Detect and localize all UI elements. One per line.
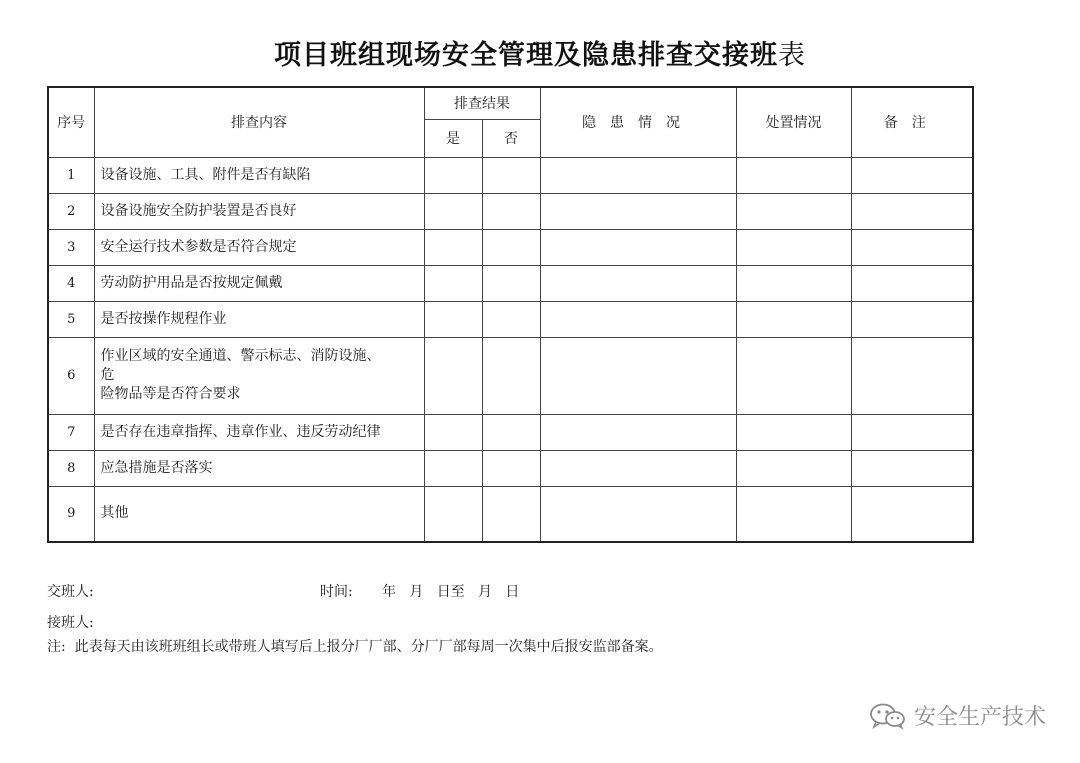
page-title bbox=[0, 33, 1080, 72]
table-row bbox=[48, 414, 973, 450]
no-cell[interactable] bbox=[482, 301, 540, 337]
yes-cell[interactable] bbox=[424, 414, 482, 450]
row-number: 3 bbox=[48, 229, 94, 265]
row-number: 1 bbox=[48, 157, 94, 193]
footnote: 注: 此表每天由该班班组长或带班人填写后上报分厂厂部、分厂厂部每周一次集中后报安监部备案。 bbox=[47, 639, 663, 655]
hazard-cell[interactable] bbox=[540, 157, 736, 193]
remark-cell[interactable] bbox=[851, 337, 973, 414]
receiver-label: 接班人: bbox=[47, 615, 94, 631]
table-row bbox=[48, 157, 973, 193]
table-row bbox=[48, 193, 973, 229]
row-content: 其他 bbox=[94, 486, 424, 542]
header-yes: 是 bbox=[424, 119, 482, 157]
yes-cell[interactable] bbox=[424, 229, 482, 265]
row-content-line: 险物品等是否符合要求 bbox=[100, 386, 241, 402]
row-content bbox=[94, 337, 424, 414]
row-content: 设备设施安全防护装置是否良好 bbox=[94, 193, 424, 229]
row-content: 应急措施是否落实 bbox=[94, 450, 424, 486]
disposal-cell[interactable] bbox=[736, 337, 851, 414]
disposal-cell[interactable] bbox=[736, 157, 851, 193]
row-content: 是否按操作规程作业 bbox=[94, 301, 424, 337]
yes-cell[interactable] bbox=[424, 486, 482, 542]
header-hazard: 隐患情况 bbox=[540, 87, 736, 157]
row-content: 设备设施、工具、附件是否有缺陷 bbox=[94, 157, 424, 193]
row-content-line: 危 bbox=[100, 367, 115, 383]
header-row bbox=[48, 87, 973, 119]
no-cell[interactable] bbox=[482, 414, 540, 450]
header-seq: 序号 bbox=[48, 87, 94, 157]
disposal-cell[interactable] bbox=[736, 193, 851, 229]
time-label: 时间: bbox=[320, 584, 353, 600]
table-row bbox=[48, 337, 973, 414]
no-cell[interactable] bbox=[482, 157, 540, 193]
yes-cell[interactable] bbox=[424, 450, 482, 486]
hazard-cell[interactable] bbox=[540, 337, 736, 414]
remark-cell[interactable] bbox=[851, 486, 973, 542]
remark-cell[interactable] bbox=[851, 265, 973, 301]
handover-label: 交班人: bbox=[47, 584, 94, 600]
hazard-cell[interactable] bbox=[540, 450, 736, 486]
hazard-cell[interactable] bbox=[540, 301, 736, 337]
header-result: 排查结果 bbox=[424, 87, 540, 119]
no-cell[interactable] bbox=[482, 229, 540, 265]
remark-cell[interactable] bbox=[851, 301, 973, 337]
remark-cell[interactable] bbox=[851, 157, 973, 193]
row-content: 劳动防护用品是否按规定佩戴 bbox=[94, 265, 424, 301]
row-number: 4 bbox=[48, 265, 94, 301]
table-row bbox=[48, 486, 973, 542]
row-number: 9 bbox=[48, 486, 94, 542]
disposal-cell[interactable] bbox=[736, 414, 851, 450]
wechat-icon bbox=[868, 702, 908, 730]
header-no: 否 bbox=[482, 119, 540, 157]
header-disposal: 处置情况 bbox=[736, 87, 851, 157]
row-number: 5 bbox=[48, 301, 94, 337]
row-number: 7 bbox=[48, 414, 94, 450]
yes-cell[interactable] bbox=[424, 301, 482, 337]
watermark-text: 安全生产技术 bbox=[913, 705, 1046, 730]
no-cell[interactable] bbox=[482, 337, 540, 414]
remark-cell[interactable] bbox=[851, 229, 973, 265]
title-suffix: 表 bbox=[778, 40, 806, 71]
hazard-cell[interactable] bbox=[540, 229, 736, 265]
no-cell[interactable] bbox=[482, 486, 540, 542]
no-cell[interactable] bbox=[482, 450, 540, 486]
header-remark: 备注 bbox=[851, 87, 973, 157]
table-row bbox=[48, 450, 973, 486]
time-fields: 年 月 日至 月 日 bbox=[382, 584, 520, 600]
table-body bbox=[48, 157, 973, 542]
remark-cell[interactable] bbox=[851, 450, 973, 486]
row-number: 6 bbox=[48, 337, 94, 414]
table-row bbox=[48, 265, 973, 301]
watermark bbox=[868, 700, 1046, 731]
row-number: 8 bbox=[48, 450, 94, 486]
table-row bbox=[48, 229, 973, 265]
no-cell[interactable] bbox=[482, 193, 540, 229]
remark-cell[interactable] bbox=[851, 414, 973, 450]
inspection-table bbox=[47, 86, 974, 543]
disposal-cell[interactable] bbox=[736, 486, 851, 542]
hazard-cell[interactable] bbox=[540, 265, 736, 301]
row-content: 是否存在违章指挥、违章作业、违反劳动纪律 bbox=[94, 414, 424, 450]
row-content-line: 作业区域的安全通道、警示标志、消防设施、 bbox=[100, 348, 381, 364]
yes-cell[interactable] bbox=[424, 193, 482, 229]
hazard-cell[interactable] bbox=[540, 193, 736, 229]
yes-cell[interactable] bbox=[424, 337, 482, 414]
hazard-cell[interactable] bbox=[540, 414, 736, 450]
header-content: 排查内容 bbox=[94, 87, 424, 157]
row-number: 2 bbox=[48, 193, 94, 229]
disposal-cell[interactable] bbox=[736, 450, 851, 486]
disposal-cell[interactable] bbox=[736, 265, 851, 301]
hazard-cell[interactable] bbox=[540, 486, 736, 542]
remark-cell[interactable] bbox=[851, 193, 973, 229]
disposal-cell[interactable] bbox=[736, 301, 851, 337]
table-row bbox=[48, 301, 973, 337]
row-content: 安全运行技术参数是否符合规定 bbox=[94, 229, 424, 265]
no-cell[interactable] bbox=[482, 265, 540, 301]
disposal-cell[interactable] bbox=[736, 229, 851, 265]
title-main: 项目班组现场安全管理及隐患排查交接班 bbox=[274, 40, 778, 71]
yes-cell[interactable] bbox=[424, 157, 482, 193]
yes-cell[interactable] bbox=[424, 265, 482, 301]
